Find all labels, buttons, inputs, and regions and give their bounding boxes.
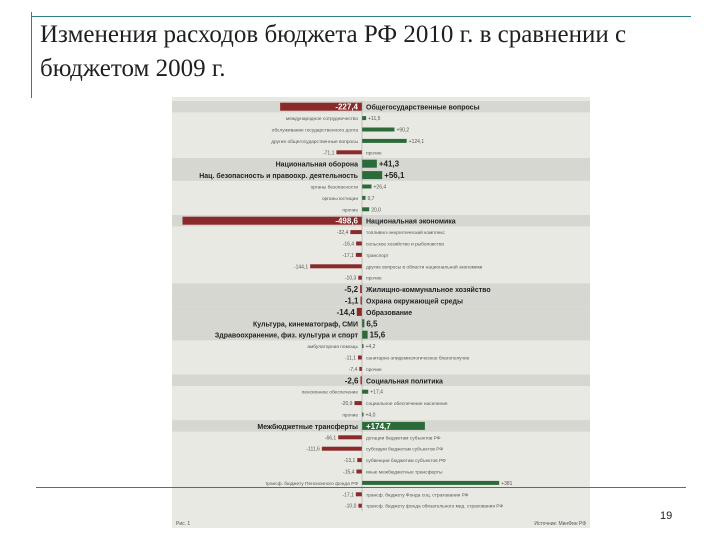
data-bar: [362, 331, 368, 339]
data-value-label: +26,4: [373, 184, 387, 191]
category-label: Культура, кинематограф, СМИ: [252, 321, 358, 329]
category-label: Национальная экономика: [366, 218, 456, 226]
category-label: Охрана окружающей среды: [366, 298, 463, 306]
data-value-label: +41,3: [378, 159, 400, 169]
data-value-label: +124,1: [408, 138, 425, 145]
data-bar: [357, 308, 362, 316]
data-value-label: -13,1: [343, 458, 356, 465]
data-bar: [362, 319, 364, 327]
data-bar: [362, 207, 369, 211]
category-label: Образование: [366, 309, 413, 317]
data-bar: [354, 401, 362, 405]
data-value-label: +4,0: [365, 412, 376, 419]
category-label: Общегосударственные вопросы: [366, 104, 480, 112]
data-bar: [362, 171, 382, 179]
title-accent-vertical-line: [31, 12, 32, 98]
data-bar: [322, 447, 362, 451]
category-label: другие вопросы в области национальной экономики: [366, 265, 483, 271]
category-label: органы юстиции: [321, 196, 358, 202]
category-label: дотации бюджетам субъектов РФ: [366, 436, 441, 442]
data-bar: [362, 160, 377, 168]
data-bar: [356, 470, 362, 474]
category-label: трансф. бюджету фонда обязательного мед. страхования РФ: [366, 504, 504, 510]
category-label: Национальная оборона: [275, 161, 358, 169]
category-label: прочие: [342, 413, 358, 419]
data-bar: [358, 276, 362, 280]
category-label: Нац. безопасность и правоохр. деятельность: [199, 173, 358, 181]
data-value-label: -1,1: [344, 296, 359, 306]
data-value-label: -227,4: [335, 102, 358, 112]
data-bar: [359, 367, 362, 371]
category-label: прочие: [342, 208, 358, 214]
data-bar: [362, 481, 499, 485]
category-label: субсидии бюджетам субъектов РФ: [366, 447, 444, 453]
data-value-label: -2,6: [344, 376, 359, 386]
data-value-label: -32,4: [336, 230, 349, 237]
data-value-label: -15,4: [343, 469, 355, 476]
category-label: Жилищно-коммунальное хозяйство: [366, 287, 491, 295]
data-value-label: +4,2: [365, 344, 376, 351]
data-bar: [356, 492, 362, 496]
category-label: прочие: [366, 151, 382, 157]
data-bar: [358, 504, 362, 508]
data-bar: [362, 116, 366, 120]
data-value-label: -111,6: [306, 446, 320, 453]
data-value-label: -498,6: [335, 216, 358, 226]
footer-accent-line: [36, 487, 686, 488]
category-label: Здравоохранение, физ. культура и спорт: [214, 332, 358, 340]
data-value-label: -7,4: [348, 366, 358, 373]
category-label: Межбюджетные трансферты: [257, 423, 358, 431]
data-value-label: -10,3: [344, 275, 357, 282]
data-bar: [362, 185, 372, 189]
data-value-label: 6,5: [366, 319, 378, 329]
category-label: субвенции бюджетам субъектов РФ: [366, 459, 446, 465]
data-value-label: -71,1: [322, 150, 335, 157]
category-label: органы безопасности: [310, 185, 358, 191]
data-bar: [356, 242, 362, 246]
data-bar: [362, 390, 368, 394]
chart-source-left: Рис. 1: [176, 521, 191, 527]
data-value-label: -10,0: [344, 503, 357, 510]
category-label: прочие: [366, 276, 382, 282]
data-value-label: 20,0: [371, 207, 381, 214]
budget-change-chart: [172, 97, 590, 528]
category-label: прочие: [366, 367, 382, 373]
data-value-label: -20,9: [341, 401, 353, 408]
data-bar: [362, 128, 394, 132]
title-accent-horizontal-line: [31, 16, 691, 17]
chart-source-right: Источник: МинФин РФ: [534, 521, 586, 527]
category-label: сельское хозяйство и рыболовство: [366, 242, 445, 248]
data-bar: [356, 253, 362, 257]
category-label: обслуживание государственного долга: [271, 128, 358, 134]
data-value-label: -66,1: [324, 435, 337, 442]
category-label: иные межбюджетные трансферты: [366, 470, 443, 476]
data-bar: [362, 196, 365, 200]
data-value-label: 15,6: [369, 330, 386, 340]
category-label: пенсионное обеспечение: [301, 390, 358, 396]
category-label: международное сотрудничество: [285, 117, 358, 123]
data-bar: [336, 150, 362, 154]
category-label: амбулаторная помощь: [307, 345, 358, 351]
category-label: санитарно-эпидемиологическое благополучие: [366, 356, 470, 362]
category-label: топливно-энергетический комплекс: [366, 231, 445, 237]
data-value-label: -144,1: [293, 264, 309, 271]
category-label: социальное обеспечение населения: [366, 402, 448, 408]
data-bar: [357, 458, 362, 462]
data-value-label: -5,2: [344, 285, 359, 295]
data-bar: [358, 356, 362, 360]
category-label: транспорт: [366, 253, 389, 259]
data-bar: [350, 230, 362, 234]
category-label: другие общегосударственные вопросы: [271, 139, 358, 145]
category-label: трансф. бюджету Пенсионного фонда РФ: [265, 481, 358, 487]
data-value-label: -11,1: [344, 355, 357, 362]
data-value-label: -17,1: [342, 492, 354, 499]
data-value-label: +56,1: [384, 171, 405, 181]
category-label: Социальная политика: [366, 378, 443, 386]
data-value-label: +174,7: [366, 421, 391, 431]
data-bar: [310, 264, 362, 268]
data-value-label: -16,4: [342, 241, 355, 248]
data-value-label: +381: [501, 480, 513, 487]
data-value-label: +17,4: [370, 389, 383, 396]
section-band: [172, 318, 590, 329]
data-value-label: +11,5: [368, 116, 381, 123]
data-value-label: +90,2: [396, 127, 410, 134]
data-bar: [362, 139, 407, 143]
data-bar: [338, 435, 362, 439]
data-value-label: 9,7: [367, 195, 375, 202]
data-bar: [360, 285, 362, 293]
data-value-label: -14,4: [336, 307, 355, 317]
slide-number: 19: [660, 510, 673, 522]
data-value-label: -17,1: [342, 252, 354, 259]
slide-title: Изменения расходов бюджета РФ 2010 г. в сравнении с бюджетом 2009 г.: [40, 21, 627, 82]
category-label: трансф. бюджету Фонда соц. страхования РФ: [366, 493, 469, 499]
